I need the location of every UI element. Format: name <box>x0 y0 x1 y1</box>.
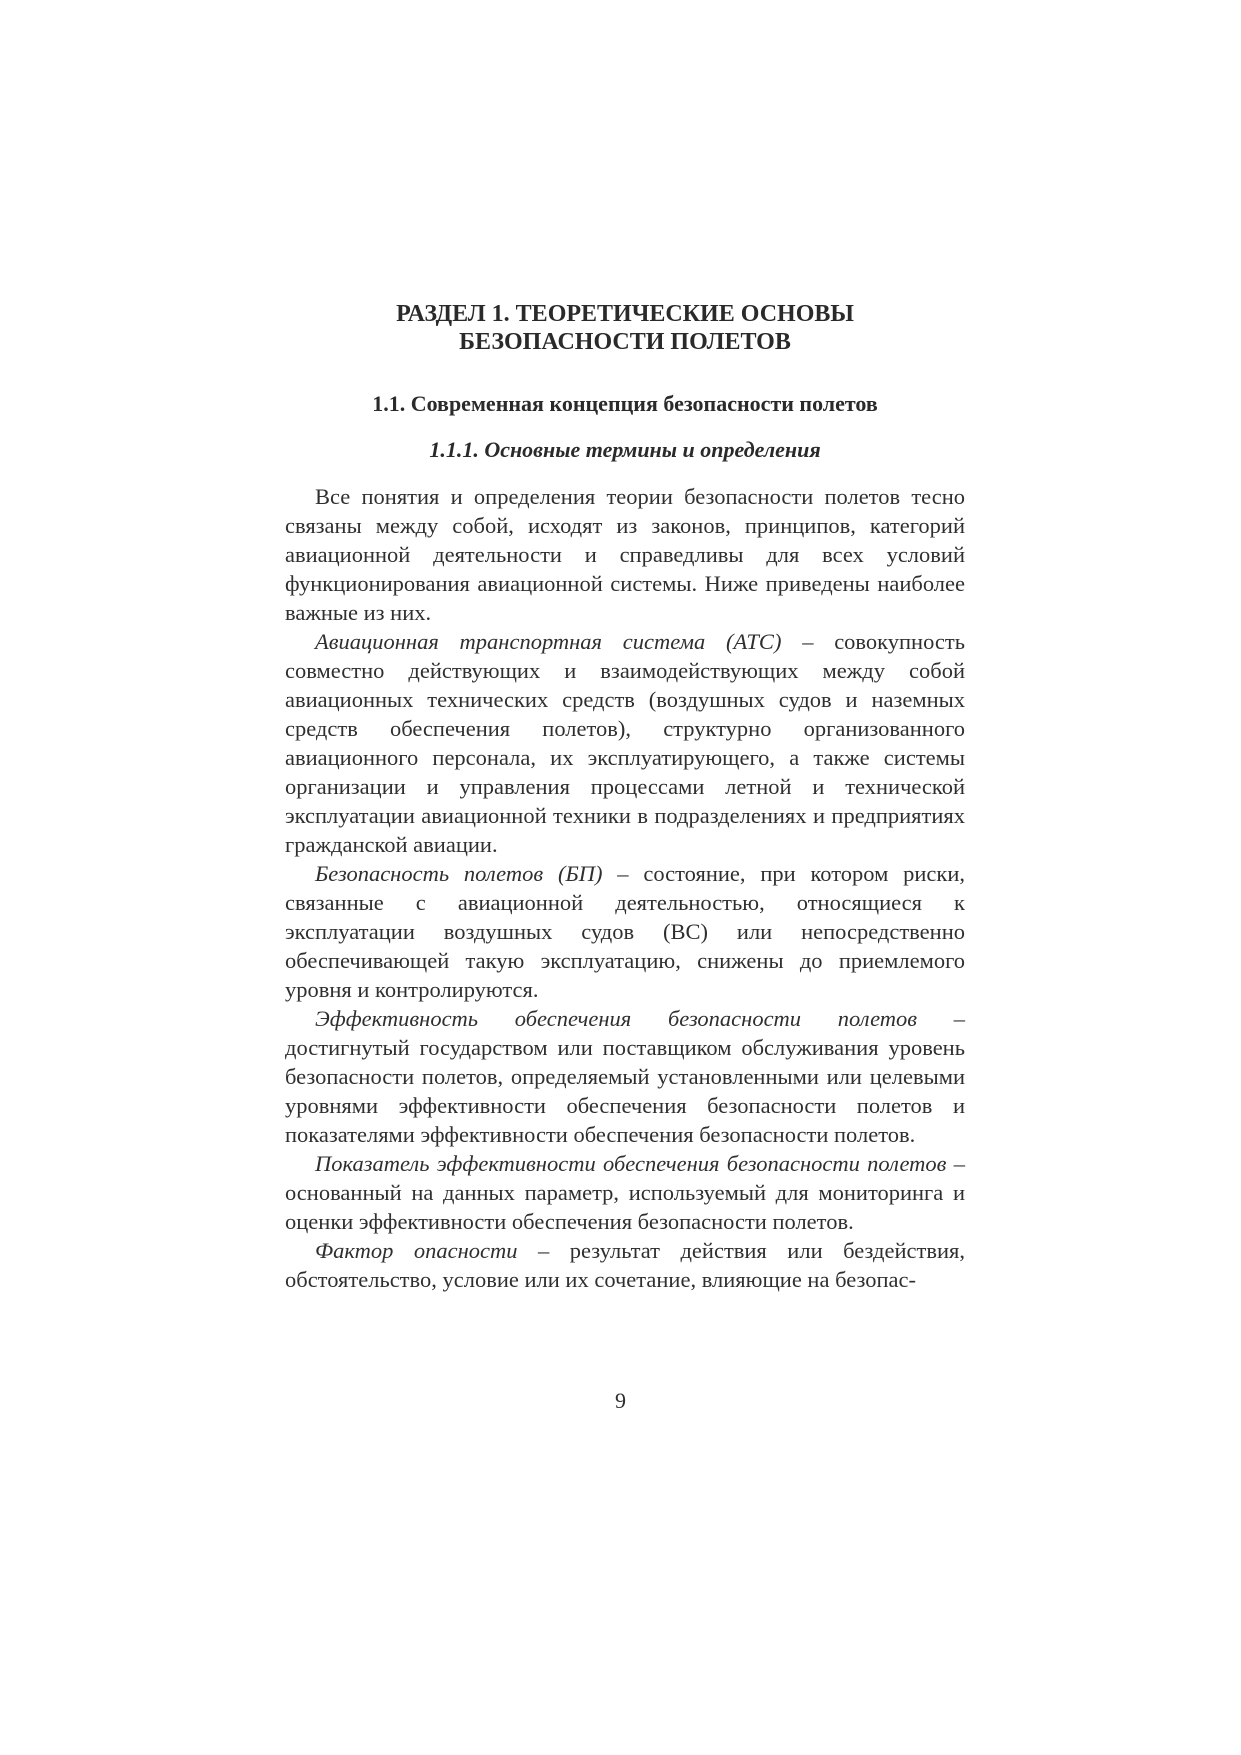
body-text <box>285 482 965 1294</box>
section-title <box>285 300 965 356</box>
paragraph-text: Все понятия и определения теории безопасности полетов тесно связаны между собой, исходят из законов, принципов, категорий авиационной деятельности и справедливы для всех условий функционирования авиационной системы. Ниже приведены наиболее важные из них. <box>285 484 965 625</box>
definition-ats <box>285 627 965 859</box>
section-title-line-2: БЕЗОПАСНОСТИ ПОЛЕТОВ <box>459 329 791 355</box>
section-title-line-1: РАЗДЕЛ 1. ТЕОРЕТИЧЕСКИЕ ОСНОВЫ <box>396 301 854 327</box>
definition-flight-safety <box>285 859 965 1004</box>
definition-text: – основанный на данных параметр, используемый для мониторинга и оценки эффективности обеспечения безопасности полетов. <box>285 1151 965 1234</box>
paragraph-intro <box>285 482 965 627</box>
page-content <box>285 300 965 1294</box>
definition-hazard <box>285 1236 965 1294</box>
definition-text: – достигнутый государством или поставщиком обслуживания уровень безопасности полетов, определяемый установленными или целевыми уровнями эффективности обеспечения безопасности полетов и показателями эффективности обеспечения безопасности полетов. <box>285 1006 966 1147</box>
definition-text: – результат действия или бездействия, обстоятельство, условие или их сочетание, влияющие на безопас- <box>285 1238 965 1292</box>
definition-term: Показатель эффективности обеспечения безопасности полетов <box>315 1151 947 1176</box>
page-number: 9 <box>615 1388 626 1413</box>
definition-text: – совокупность совместно действующих и взаимодействующих между собой авиационных технических средств (воздушных судов и наземных средств обеспечения полетов), структурно организованного авиационного персонала, их эксплуатирующего, а также системы организации и управления процессами летной и технической эксплуатации авиационной техники в подразделениях и предприятиях гражданской авиации. <box>285 629 965 857</box>
definition-term: Фактор опасности <box>315 1238 518 1263</box>
subsection-title: 1.1. Современная концепция безопасности полетов <box>372 391 878 416</box>
definition-text: – состояние, при котором риски, связанные с авиационной деятельностью, относящиеся к эксплуатации воздушных судов (ВС) или непосредственно обеспечивающей такую эксплуатацию, снижены до приемлемого уровня и контролируются. <box>285 861 965 1002</box>
definition-term: Авиационная транспортная система (АТС) <box>315 629 782 654</box>
subsubsection-title: 1.1.1. Основные термины и определения <box>429 437 821 462</box>
definition-term: Эффективность обеспечения безопасности полетов <box>315 1006 918 1031</box>
definition-safety-indicator <box>285 1149 965 1236</box>
definition-term: Безопасность полетов (БП) <box>315 861 603 886</box>
definition-safety-performance <box>285 1004 965 1149</box>
